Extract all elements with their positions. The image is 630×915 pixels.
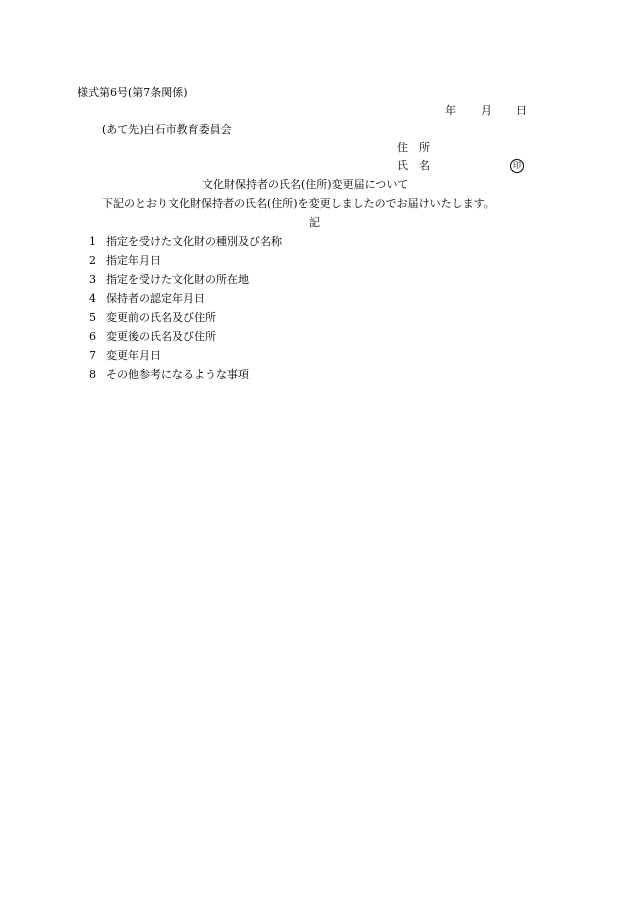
intro-text: 下記のとおり文化財保持者の氏名(住所)を変更しましたのでお届けいたします。: [102, 197, 495, 210]
list-item: 変更前の氏名及び住所: [106, 311, 216, 324]
date-year: 年: [445, 104, 456, 117]
list-item: 指定年月日: [106, 254, 161, 267]
form-number: 様式第6号(第7条関係): [77, 86, 188, 99]
list-item-number: 8: [89, 368, 96, 381]
document-title: 文化財保持者の氏名(住所)変更届について: [202, 178, 409, 191]
list-item-number: 1: [89, 235, 96, 248]
list-item: その他参考になるような事項: [106, 368, 249, 381]
list-item-number: 4: [89, 292, 96, 305]
list-item-number: 6: [89, 330, 96, 343]
list-item: 変更後の氏名及び住所: [106, 330, 216, 343]
list-item: 指定を受けた文化財の所在地: [106, 273, 249, 286]
name-label: 氏 名: [397, 159, 430, 172]
date-day: 日: [516, 104, 527, 117]
addressee: (あて先)白石市教育委員会: [102, 123, 232, 136]
seal-mark: 印: [510, 159, 524, 173]
address-label: 住 所: [397, 141, 430, 154]
date-month: 月: [481, 104, 492, 117]
ki-heading: 記: [309, 216, 320, 229]
list-item: 変更年月日: [106, 349, 161, 362]
list-item-number: 5: [89, 311, 96, 324]
list-item: 保持者の認定年月日: [106, 292, 205, 305]
list-item: 指定を受けた文化財の種別及び名称: [106, 235, 282, 248]
list-item-number: 2: [89, 254, 96, 267]
list-item-number: 3: [89, 273, 96, 286]
list-item-number: 7: [89, 349, 96, 362]
